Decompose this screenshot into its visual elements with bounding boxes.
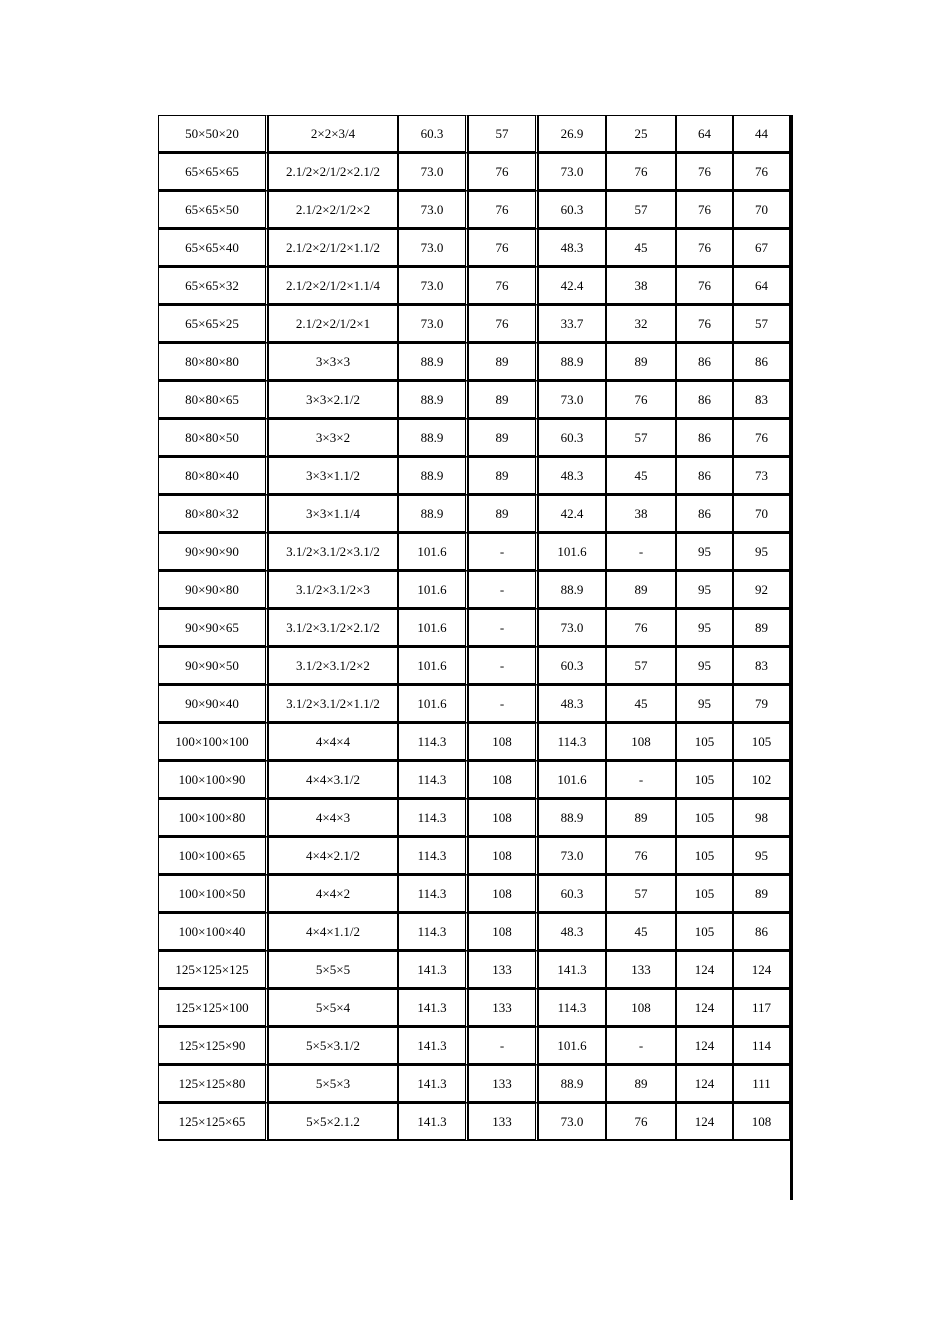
cell-outer-diameter-branch-b: 45 bbox=[606, 913, 676, 951]
cell-nominal-size-inch: 3.1/2×3.1/2×2.1/2 bbox=[268, 609, 398, 647]
cell-outer-diameter-main-a: 141.3 bbox=[398, 989, 468, 1027]
cell-nominal-size-mm: 80×80×65 bbox=[158, 381, 268, 419]
cell-center-to-end-run: 124 bbox=[676, 951, 733, 989]
cell-outer-diameter-main-b: 57 bbox=[468, 115, 538, 153]
cell-outer-diameter-branch-b: 108 bbox=[606, 989, 676, 1027]
cell-outer-diameter-main-b: - bbox=[468, 685, 538, 723]
table-row bbox=[158, 913, 790, 951]
cell-outer-diameter-main-b: 76 bbox=[468, 153, 538, 191]
table-row bbox=[158, 343, 790, 381]
cell-outer-diameter-main-a: 73.0 bbox=[398, 153, 468, 191]
cell-nominal-size-inch: 5×5×3 bbox=[268, 1065, 398, 1103]
cell-outer-diameter-main-a: 114.3 bbox=[398, 723, 468, 761]
cell-outer-diameter-branch-a: 101.6 bbox=[538, 761, 606, 799]
cell-outer-diameter-main-a: 141.3 bbox=[398, 1103, 468, 1141]
cell-center-to-end-run: 105 bbox=[676, 723, 733, 761]
cell-center-to-end-run: 95 bbox=[676, 609, 733, 647]
cell-center-to-end-outlet: 124 bbox=[733, 951, 790, 989]
table-row bbox=[158, 875, 790, 913]
cell-outer-diameter-branch-a: 48.3 bbox=[538, 685, 606, 723]
cell-outer-diameter-branch-b: 38 bbox=[606, 267, 676, 305]
cell-outer-diameter-branch-a: 101.6 bbox=[538, 1027, 606, 1065]
cell-outer-diameter-main-b: - bbox=[468, 533, 538, 571]
cell-center-to-end-run: 105 bbox=[676, 761, 733, 799]
cell-outer-diameter-main-b: 76 bbox=[468, 267, 538, 305]
cell-nominal-size-mm: 100×100×80 bbox=[158, 799, 268, 837]
cell-outer-diameter-branch-b: 57 bbox=[606, 419, 676, 457]
cell-outer-diameter-main-a: 101.6 bbox=[398, 685, 468, 723]
cell-center-to-end-outlet: 108 bbox=[733, 1103, 790, 1141]
cell-outer-diameter-branch-a: 48.3 bbox=[538, 229, 606, 267]
cell-outer-diameter-main-b: - bbox=[468, 609, 538, 647]
cell-center-to-end-outlet: 111 bbox=[733, 1065, 790, 1103]
cell-outer-diameter-branch-a: 88.9 bbox=[538, 571, 606, 609]
cell-outer-diameter-branch-a: 101.6 bbox=[538, 533, 606, 571]
cell-nominal-size-inch: 3.1/2×3.1/2×2 bbox=[268, 647, 398, 685]
cell-outer-diameter-main-b: 133 bbox=[468, 1065, 538, 1103]
cell-outer-diameter-branch-b: 133 bbox=[606, 951, 676, 989]
table-row bbox=[158, 609, 790, 647]
table-row bbox=[158, 571, 790, 609]
cell-outer-diameter-branch-b: 25 bbox=[606, 115, 676, 153]
cell-nominal-size-inch: 4×4×4 bbox=[268, 723, 398, 761]
cell-center-to-end-run: 95 bbox=[676, 571, 733, 609]
tee-dimension-table-container bbox=[158, 115, 793, 1200]
cell-nominal-size-inch: 2.1/2×2/1/2×1 bbox=[268, 305, 398, 343]
cell-outer-diameter-branch-b: 57 bbox=[606, 191, 676, 229]
cell-nominal-size-mm: 125×125×80 bbox=[158, 1065, 268, 1103]
cell-center-to-end-outlet: 79 bbox=[733, 685, 790, 723]
table-body bbox=[158, 115, 790, 1141]
cell-center-to-end-outlet: 73 bbox=[733, 457, 790, 495]
cell-center-to-end-outlet: 67 bbox=[733, 229, 790, 267]
cell-nominal-size-mm: 90×90×80 bbox=[158, 571, 268, 609]
table-row bbox=[158, 685, 790, 723]
cell-outer-diameter-branch-a: 88.9 bbox=[538, 343, 606, 381]
cell-outer-diameter-main-b: 89 bbox=[468, 419, 538, 457]
cell-nominal-size-inch: 3.1/2×3.1/2×1.1/2 bbox=[268, 685, 398, 723]
cell-nominal-size-inch: 5×5×3.1/2 bbox=[268, 1027, 398, 1065]
cell-nominal-size-inch: 3×3×1.1/2 bbox=[268, 457, 398, 495]
cell-nominal-size-inch: 4×4×3.1/2 bbox=[268, 761, 398, 799]
tee-dimension-table bbox=[158, 115, 790, 1141]
cell-nominal-size-mm: 50×50×20 bbox=[158, 115, 268, 153]
cell-nominal-size-inch: 5×5×5 bbox=[268, 951, 398, 989]
cell-outer-diameter-main-a: 73.0 bbox=[398, 305, 468, 343]
cell-outer-diameter-main-a: 73.0 bbox=[398, 229, 468, 267]
cell-center-to-end-outlet: 89 bbox=[733, 875, 790, 913]
cell-outer-diameter-main-b: 76 bbox=[468, 229, 538, 267]
cell-nominal-size-inch: 5×5×4 bbox=[268, 989, 398, 1027]
cell-outer-diameter-branch-a: 60.3 bbox=[538, 647, 606, 685]
cell-outer-diameter-branch-b: 57 bbox=[606, 875, 676, 913]
cell-nominal-size-inch: 2.1/2×2/1/2×2.1/2 bbox=[268, 153, 398, 191]
cell-outer-diameter-branch-b: 76 bbox=[606, 837, 676, 875]
cell-nominal-size-mm: 125×125×100 bbox=[158, 989, 268, 1027]
cell-outer-diameter-main-b: 108 bbox=[468, 913, 538, 951]
cell-nominal-size-inch: 4×4×3 bbox=[268, 799, 398, 837]
cell-center-to-end-run: 76 bbox=[676, 229, 733, 267]
cell-outer-diameter-main-a: 88.9 bbox=[398, 419, 468, 457]
cell-outer-diameter-branch-b: 89 bbox=[606, 799, 676, 837]
table-row bbox=[158, 837, 790, 875]
cell-center-to-end-outlet: 57 bbox=[733, 305, 790, 343]
cell-center-to-end-outlet: 102 bbox=[733, 761, 790, 799]
cell-outer-diameter-main-b: 133 bbox=[468, 951, 538, 989]
cell-outer-diameter-main-a: 101.6 bbox=[398, 609, 468, 647]
cell-outer-diameter-main-a: 141.3 bbox=[398, 1065, 468, 1103]
cell-center-to-end-run: 86 bbox=[676, 495, 733, 533]
cell-outer-diameter-branch-b: 76 bbox=[606, 609, 676, 647]
cell-center-to-end-outlet: 70 bbox=[733, 495, 790, 533]
cell-outer-diameter-branch-a: 141.3 bbox=[538, 951, 606, 989]
cell-outer-diameter-main-a: 114.3 bbox=[398, 799, 468, 837]
table-row bbox=[158, 761, 790, 799]
cell-nominal-size-mm: 80×80×50 bbox=[158, 419, 268, 457]
cell-center-to-end-run: 64 bbox=[676, 115, 733, 153]
cell-center-to-end-run: 76 bbox=[676, 191, 733, 229]
cell-outer-diameter-branch-b: 38 bbox=[606, 495, 676, 533]
cell-nominal-size-mm: 65×65×32 bbox=[158, 267, 268, 305]
table-row bbox=[158, 457, 790, 495]
cell-outer-diameter-branch-b: 89 bbox=[606, 343, 676, 381]
cell-nominal-size-mm: 100×100×65 bbox=[158, 837, 268, 875]
cell-outer-diameter-branch-b: 108 bbox=[606, 723, 676, 761]
cell-outer-diameter-branch-a: 73.0 bbox=[538, 381, 606, 419]
cell-outer-diameter-main-b: 108 bbox=[468, 761, 538, 799]
cell-outer-diameter-branch-a: 73.0 bbox=[538, 1103, 606, 1141]
cell-outer-diameter-branch-a: 114.3 bbox=[538, 989, 606, 1027]
cell-center-to-end-run: 86 bbox=[676, 343, 733, 381]
table-row bbox=[158, 305, 790, 343]
cell-outer-diameter-branch-b: 89 bbox=[606, 571, 676, 609]
table-row bbox=[158, 381, 790, 419]
cell-nominal-size-mm: 80×80×40 bbox=[158, 457, 268, 495]
cell-nominal-size-inch: 4×4×2 bbox=[268, 875, 398, 913]
cell-outer-diameter-main-a: 88.9 bbox=[398, 343, 468, 381]
cell-outer-diameter-main-b: 108 bbox=[468, 723, 538, 761]
cell-nominal-size-inch: 4×4×1.1/2 bbox=[268, 913, 398, 951]
cell-outer-diameter-branch-a: 48.3 bbox=[538, 913, 606, 951]
cell-nominal-size-mm: 90×90×90 bbox=[158, 533, 268, 571]
cell-outer-diameter-main-a: 88.9 bbox=[398, 457, 468, 495]
cell-outer-diameter-branch-b: 45 bbox=[606, 229, 676, 267]
table-row bbox=[158, 989, 790, 1027]
cell-center-to-end-outlet: 92 bbox=[733, 571, 790, 609]
cell-center-to-end-run: 105 bbox=[676, 799, 733, 837]
cell-center-to-end-outlet: 76 bbox=[733, 153, 790, 191]
cell-outer-diameter-main-a: 88.9 bbox=[398, 381, 468, 419]
cell-outer-diameter-main-a: 73.0 bbox=[398, 267, 468, 305]
cell-outer-diameter-branch-a: 26.9 bbox=[538, 115, 606, 153]
cell-outer-diameter-main-a: 88.9 bbox=[398, 495, 468, 533]
table-row bbox=[158, 951, 790, 989]
cell-nominal-size-mm: 125×125×125 bbox=[158, 951, 268, 989]
cell-nominal-size-mm: 100×100×90 bbox=[158, 761, 268, 799]
cell-center-to-end-run: 86 bbox=[676, 381, 733, 419]
cell-nominal-size-inch: 2×2×3/4 bbox=[268, 115, 398, 153]
cell-center-to-end-run: 124 bbox=[676, 1027, 733, 1065]
cell-outer-diameter-branch-b: 45 bbox=[606, 685, 676, 723]
cell-outer-diameter-main-b: 89 bbox=[468, 457, 538, 495]
cell-center-to-end-outlet: 95 bbox=[733, 837, 790, 875]
table-row bbox=[158, 1103, 790, 1141]
cell-center-to-end-run: 95 bbox=[676, 647, 733, 685]
table-row bbox=[158, 495, 790, 533]
cell-nominal-size-inch: 2.1/2×2/1/2×1.1/4 bbox=[268, 267, 398, 305]
cell-outer-diameter-main-b: 89 bbox=[468, 343, 538, 381]
cell-center-to-end-outlet: 114 bbox=[733, 1027, 790, 1065]
cell-outer-diameter-main-b: 89 bbox=[468, 381, 538, 419]
cell-nominal-size-mm: 100×100×100 bbox=[158, 723, 268, 761]
cell-center-to-end-run: 86 bbox=[676, 419, 733, 457]
cell-nominal-size-inch: 3×3×1.1/4 bbox=[268, 495, 398, 533]
cell-center-to-end-run: 105 bbox=[676, 913, 733, 951]
cell-outer-diameter-branch-b: 32 bbox=[606, 305, 676, 343]
cell-outer-diameter-branch-a: 60.3 bbox=[538, 191, 606, 229]
table-row bbox=[158, 1027, 790, 1065]
cell-nominal-size-inch: 2.1/2×2/1/2×1.1/2 bbox=[268, 229, 398, 267]
cell-nominal-size-mm: 100×100×50 bbox=[158, 875, 268, 913]
cell-outer-diameter-main-b: 108 bbox=[468, 875, 538, 913]
cell-center-to-end-outlet: 105 bbox=[733, 723, 790, 761]
cell-center-to-end-run: 76 bbox=[676, 305, 733, 343]
cell-outer-diameter-branch-a: 60.3 bbox=[538, 875, 606, 913]
cell-outer-diameter-branch-b: - bbox=[606, 533, 676, 571]
table-row bbox=[158, 267, 790, 305]
table-row bbox=[158, 1065, 790, 1103]
cell-outer-diameter-main-a: 141.3 bbox=[398, 1027, 468, 1065]
cell-nominal-size-mm: 80×80×32 bbox=[158, 495, 268, 533]
cell-center-to-end-outlet: 86 bbox=[733, 913, 790, 951]
cell-outer-diameter-main-b: 76 bbox=[468, 191, 538, 229]
cell-outer-diameter-main-b: 133 bbox=[468, 1103, 538, 1141]
cell-nominal-size-mm: 80×80×80 bbox=[158, 343, 268, 381]
cell-outer-diameter-main-b: - bbox=[468, 1027, 538, 1065]
cell-outer-diameter-branch-b: 57 bbox=[606, 647, 676, 685]
cell-center-to-end-run: 124 bbox=[676, 989, 733, 1027]
cell-outer-diameter-main-b: 108 bbox=[468, 837, 538, 875]
cell-outer-diameter-main-a: 141.3 bbox=[398, 951, 468, 989]
cell-outer-diameter-main-a: 73.0 bbox=[398, 191, 468, 229]
cell-outer-diameter-main-b: - bbox=[468, 647, 538, 685]
cell-nominal-size-inch: 3×3×2.1/2 bbox=[268, 381, 398, 419]
table-row bbox=[158, 229, 790, 267]
cell-nominal-size-mm: 90×90×65 bbox=[158, 609, 268, 647]
cell-outer-diameter-main-a: 114.3 bbox=[398, 875, 468, 913]
cell-outer-diameter-branch-a: 88.9 bbox=[538, 799, 606, 837]
table-row bbox=[158, 799, 790, 837]
cell-center-to-end-outlet: 44 bbox=[733, 115, 790, 153]
cell-center-to-end-outlet: 83 bbox=[733, 381, 790, 419]
cell-nominal-size-mm: 100×100×40 bbox=[158, 913, 268, 951]
cell-outer-diameter-main-a: 114.3 bbox=[398, 761, 468, 799]
cell-nominal-size-inch: 3.1/2×3.1/2×3 bbox=[268, 571, 398, 609]
cell-center-to-end-run: 86 bbox=[676, 457, 733, 495]
table-row bbox=[158, 647, 790, 685]
cell-outer-diameter-main-b: 108 bbox=[468, 799, 538, 837]
cell-nominal-size-mm: 90×90×40 bbox=[158, 685, 268, 723]
cell-outer-diameter-main-b: 89 bbox=[468, 495, 538, 533]
cell-outer-diameter-main-a: 101.6 bbox=[398, 571, 468, 609]
cell-nominal-size-mm: 65×65×50 bbox=[158, 191, 268, 229]
cell-outer-diameter-branch-a: 88.9 bbox=[538, 1065, 606, 1103]
cell-center-to-end-run: 76 bbox=[676, 153, 733, 191]
cell-center-to-end-outlet: 70 bbox=[733, 191, 790, 229]
cell-outer-diameter-branch-b: 76 bbox=[606, 381, 676, 419]
cell-nominal-size-inch: 3×3×3 bbox=[268, 343, 398, 381]
cell-outer-diameter-branch-a: 60.3 bbox=[538, 419, 606, 457]
cell-center-to-end-run: 105 bbox=[676, 875, 733, 913]
cell-center-to-end-outlet: 98 bbox=[733, 799, 790, 837]
cell-nominal-size-inch: 3×3×2 bbox=[268, 419, 398, 457]
cell-center-to-end-run: 76 bbox=[676, 267, 733, 305]
cell-outer-diameter-main-a: 114.3 bbox=[398, 913, 468, 951]
cell-center-to-end-outlet: 89 bbox=[733, 609, 790, 647]
cell-nominal-size-mm: 125×125×90 bbox=[158, 1027, 268, 1065]
cell-nominal-size-inch: 4×4×2.1/2 bbox=[268, 837, 398, 875]
cell-center-to-end-outlet: 117 bbox=[733, 989, 790, 1027]
table-row bbox=[158, 419, 790, 457]
cell-outer-diameter-branch-a: 42.4 bbox=[538, 495, 606, 533]
table-row bbox=[158, 115, 790, 153]
cell-outer-diameter-main-a: 101.6 bbox=[398, 647, 468, 685]
cell-outer-diameter-branch-b: - bbox=[606, 761, 676, 799]
cell-center-to-end-run: 105 bbox=[676, 837, 733, 875]
cell-outer-diameter-branch-b: 89 bbox=[606, 1065, 676, 1103]
cell-outer-diameter-main-b: 133 bbox=[468, 989, 538, 1027]
table-row bbox=[158, 191, 790, 229]
cell-outer-diameter-main-a: 101.6 bbox=[398, 533, 468, 571]
cell-nominal-size-mm: 65×65×25 bbox=[158, 305, 268, 343]
cell-center-to-end-outlet: 86 bbox=[733, 343, 790, 381]
cell-outer-diameter-branch-a: 73.0 bbox=[538, 837, 606, 875]
cell-outer-diameter-branch-b: 45 bbox=[606, 457, 676, 495]
cell-nominal-size-mm: 65×65×40 bbox=[158, 229, 268, 267]
cell-outer-diameter-main-a: 60.3 bbox=[398, 115, 468, 153]
cell-center-to-end-outlet: 64 bbox=[733, 267, 790, 305]
cell-outer-diameter-main-b: - bbox=[468, 571, 538, 609]
cell-nominal-size-mm: 90×90×50 bbox=[158, 647, 268, 685]
cell-outer-diameter-branch-b: 76 bbox=[606, 1103, 676, 1141]
cell-outer-diameter-branch-a: 42.4 bbox=[538, 267, 606, 305]
cell-nominal-size-inch: 5×5×2.1.2 bbox=[268, 1103, 398, 1141]
cell-center-to-end-outlet: 83 bbox=[733, 647, 790, 685]
cell-center-to-end-run: 124 bbox=[676, 1065, 733, 1103]
table-row bbox=[158, 153, 790, 191]
cell-outer-diameter-branch-b: - bbox=[606, 1027, 676, 1065]
cell-center-to-end-outlet: 76 bbox=[733, 419, 790, 457]
cell-nominal-size-mm: 125×125×65 bbox=[158, 1103, 268, 1141]
cell-outer-diameter-main-b: 76 bbox=[468, 305, 538, 343]
cell-center-to-end-run: 95 bbox=[676, 685, 733, 723]
cell-center-to-end-outlet: 95 bbox=[733, 533, 790, 571]
cell-outer-diameter-branch-a: 48.3 bbox=[538, 457, 606, 495]
cell-nominal-size-inch: 2.1/2×2/1/2×2 bbox=[268, 191, 398, 229]
cell-outer-diameter-branch-a: 73.0 bbox=[538, 153, 606, 191]
cell-outer-diameter-branch-a: 33.7 bbox=[538, 305, 606, 343]
cell-center-to-end-run: 124 bbox=[676, 1103, 733, 1141]
cell-outer-diameter-main-a: 114.3 bbox=[398, 837, 468, 875]
cell-nominal-size-mm: 65×65×65 bbox=[158, 153, 268, 191]
cell-outer-diameter-branch-a: 114.3 bbox=[538, 723, 606, 761]
table-row bbox=[158, 533, 790, 571]
cell-nominal-size-inch: 3.1/2×3.1/2×3.1/2 bbox=[268, 533, 398, 571]
cell-outer-diameter-branch-a: 73.0 bbox=[538, 609, 606, 647]
cell-center-to-end-run: 95 bbox=[676, 533, 733, 571]
cell-outer-diameter-branch-b: 76 bbox=[606, 153, 676, 191]
table-row bbox=[158, 723, 790, 761]
